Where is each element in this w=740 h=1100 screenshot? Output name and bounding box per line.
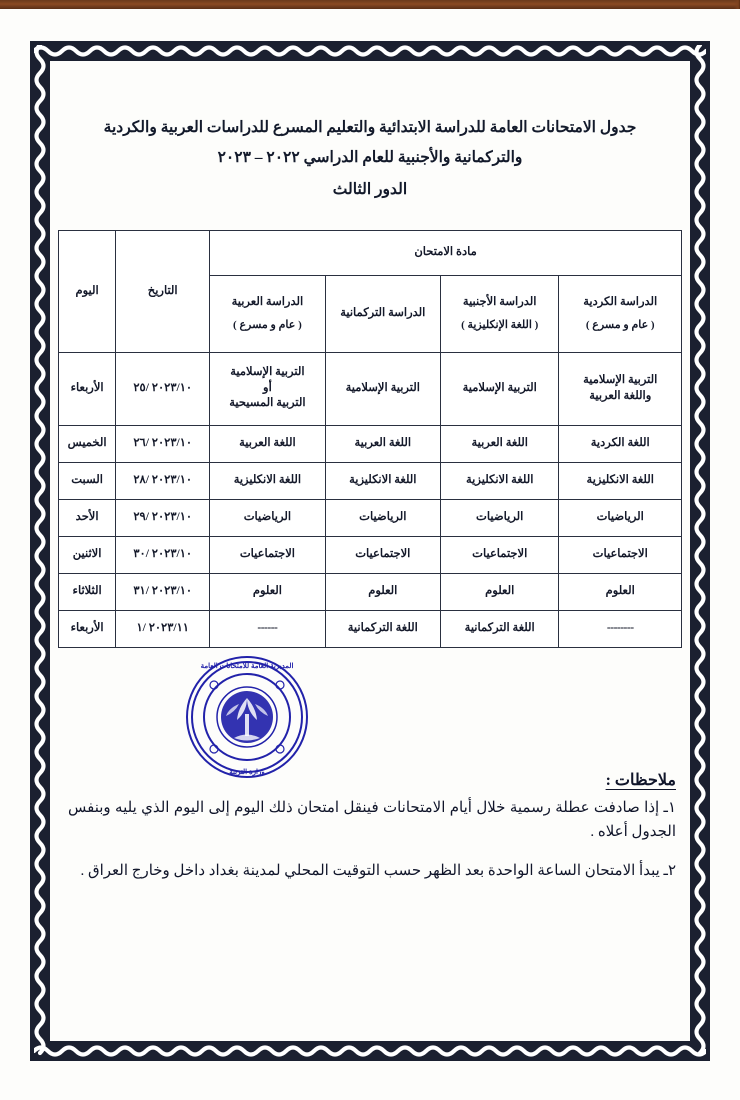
table-body	[59, 352, 682, 647]
paper-sheet	[0, 9, 740, 1100]
table-row	[59, 499, 682, 536]
cell-turkmen: الاجتماعيات	[325, 536, 440, 573]
cell-kurdish	[559, 352, 682, 425]
header-exam-subject-group: مادة الامتحان	[210, 230, 682, 275]
table-row	[59, 352, 682, 425]
cell-date: ٢٠٢٣/١٠ /٣١	[116, 573, 210, 610]
cell-date: ٢٠٢٣/١٠ /٢٩	[116, 499, 210, 536]
cell-foreign: اللغة العربية	[440, 425, 558, 462]
cell-arabic: الاجتماعيات	[210, 536, 325, 573]
cell-day: الأحد	[59, 499, 116, 536]
note-item-2: ٢ـ يبدأ الامتحان الساعة الواحدة بعد الظهر حسب التوقيت المحلي لمدينة بغداد داخل وخارج العراق .	[80, 863, 676, 880]
cell-line: أو	[263, 381, 272, 394]
header-arabic-paren: ( عام و مسرع )	[233, 318, 302, 331]
cell-date: ٢٠٢٣/١٠ /٢٦	[116, 425, 210, 462]
table-row	[59, 536, 682, 573]
header-kurdish-study	[559, 275, 682, 352]
border-band-left	[30, 41, 50, 1061]
official-stamp-area	[50, 648, 690, 776]
header-turkmen-main: الدراسة التركمانية	[340, 307, 426, 320]
cell-kurdish: العلوم	[559, 573, 682, 610]
cell-arabic: العلوم	[210, 573, 325, 610]
cell-date: ٢٠٢٣/١١ /١	[116, 610, 210, 647]
border-band-bottom	[30, 1041, 710, 1061]
cell-day: الخميس	[59, 425, 116, 462]
seal-bottom-text: وزارة التربية	[229, 768, 265, 776]
cell-line: واللغة العربية	[589, 389, 652, 402]
cell-day: الأربعاء	[59, 352, 116, 425]
cell-arabic: اللغة العربية	[210, 425, 325, 462]
seal-outer-text: المديرية العامة للامتحانات العامة	[200, 662, 294, 670]
cell-kurdish: الاجتماعيات	[559, 536, 682, 573]
cell-day: السبت	[59, 462, 116, 499]
table-row	[59, 425, 682, 462]
cell-turkmen: العلوم	[325, 573, 440, 610]
border-band-top	[30, 41, 710, 61]
cell-foreign: العلوم	[440, 573, 558, 610]
cell-foreign: اللغة الانكليزية	[440, 462, 558, 499]
ministry-official-seal-icon	[184, 654, 310, 780]
cell-turkmen: الرياضيات	[325, 499, 440, 536]
cell-line: التربية الإسلامية	[230, 366, 305, 379]
cell-date: ٢٠٢٣/١٠ /٢٥	[116, 352, 210, 425]
cell-turkmen: اللغة العربية	[325, 425, 440, 462]
cell-date: ٢٠٢٣/١٠ /٣٠	[116, 536, 210, 573]
cell-kurdish: اللغة الكردية	[559, 425, 682, 462]
note-item-1: ١ـ إذا صادفت عطلة رسمية خلال أيام الامتحانات فينقل امتحان ذلك اليوم إلى اليوم الذي يليه وبنفس الجدول أعلاه .	[68, 799, 676, 841]
cell-turkmen: اللغة التركمانية	[325, 610, 440, 647]
header-day: اليوم	[59, 230, 116, 352]
border-band-right	[690, 41, 710, 1061]
table-header-row-group	[59, 230, 682, 275]
cell-day: الأربعاء	[59, 610, 116, 647]
cell-arabic: الرياضيات	[210, 499, 325, 536]
cell-foreign: اللغة التركمانية	[440, 610, 558, 647]
table-head	[59, 230, 682, 352]
notes-title: ملاحظات :	[605, 771, 676, 789]
cell-arabic: ------	[210, 610, 325, 647]
notes-section	[50, 770, 690, 884]
header-arabic-main: الدراسة العربية	[231, 295, 304, 308]
header-foreign-paren: ( اللغة الإنكليزية )	[461, 318, 539, 331]
title-line-1: جدول الامتحانات العامة للدراسة الابتدائية والتعليم المسرع للدراسات العربية والكردية	[103, 119, 637, 136]
cell-date: ٢٠٢٣/١٠ /٢٨	[116, 462, 210, 499]
header-foreign-study	[440, 275, 558, 352]
cell-kurdish: اللغة الانكليزية	[559, 462, 682, 499]
cell-kurdish: --------	[559, 610, 682, 647]
cell-turkmen: التربية الإسلامية	[325, 352, 440, 425]
header-foreign-main: الدراسة الأجنبية	[462, 295, 537, 308]
table-row	[59, 573, 682, 610]
header-kurdish-paren: ( عام و مسرع )	[585, 318, 655, 331]
header-arabic-study	[210, 275, 325, 352]
cell-day: الثلاثاء	[59, 573, 116, 610]
table-row	[59, 610, 682, 647]
title-line-3: الدور الثالث	[332, 181, 408, 199]
title-line-2: والتركمانية والأجنبية للعام الدراسي ٢٠٢٢ – ٢٠٢٣	[217, 149, 523, 167]
document-content	[50, 61, 690, 1041]
document-title	[50, 113, 690, 206]
table-row	[59, 462, 682, 499]
cell-line: التربية المسيحية	[229, 397, 306, 410]
header-date: التاريخ	[116, 230, 210, 352]
cell-line: التربية الإسلامية	[583, 374, 658, 387]
cell-foreign: الرياضيات	[440, 499, 558, 536]
header-kurdish-main: الدراسة الكردية	[583, 295, 658, 308]
cell-day: الاثنين	[59, 536, 116, 573]
cell-turkmen: اللغة الانكليزية	[325, 462, 440, 499]
cell-kurdish: الرياضيات	[559, 499, 682, 536]
schedule-table-wrapper	[50, 230, 690, 648]
cell-foreign: التربية الإسلامية	[440, 352, 558, 425]
desk-top-strip	[0, 0, 740, 9]
header-turkmen-study	[325, 275, 440, 352]
cell-arabic	[210, 352, 325, 425]
cell-foreign: الاجتماعيات	[440, 536, 558, 573]
exam-schedule-table	[58, 230, 682, 648]
cell-arabic: اللغة الانكليزية	[210, 462, 325, 499]
